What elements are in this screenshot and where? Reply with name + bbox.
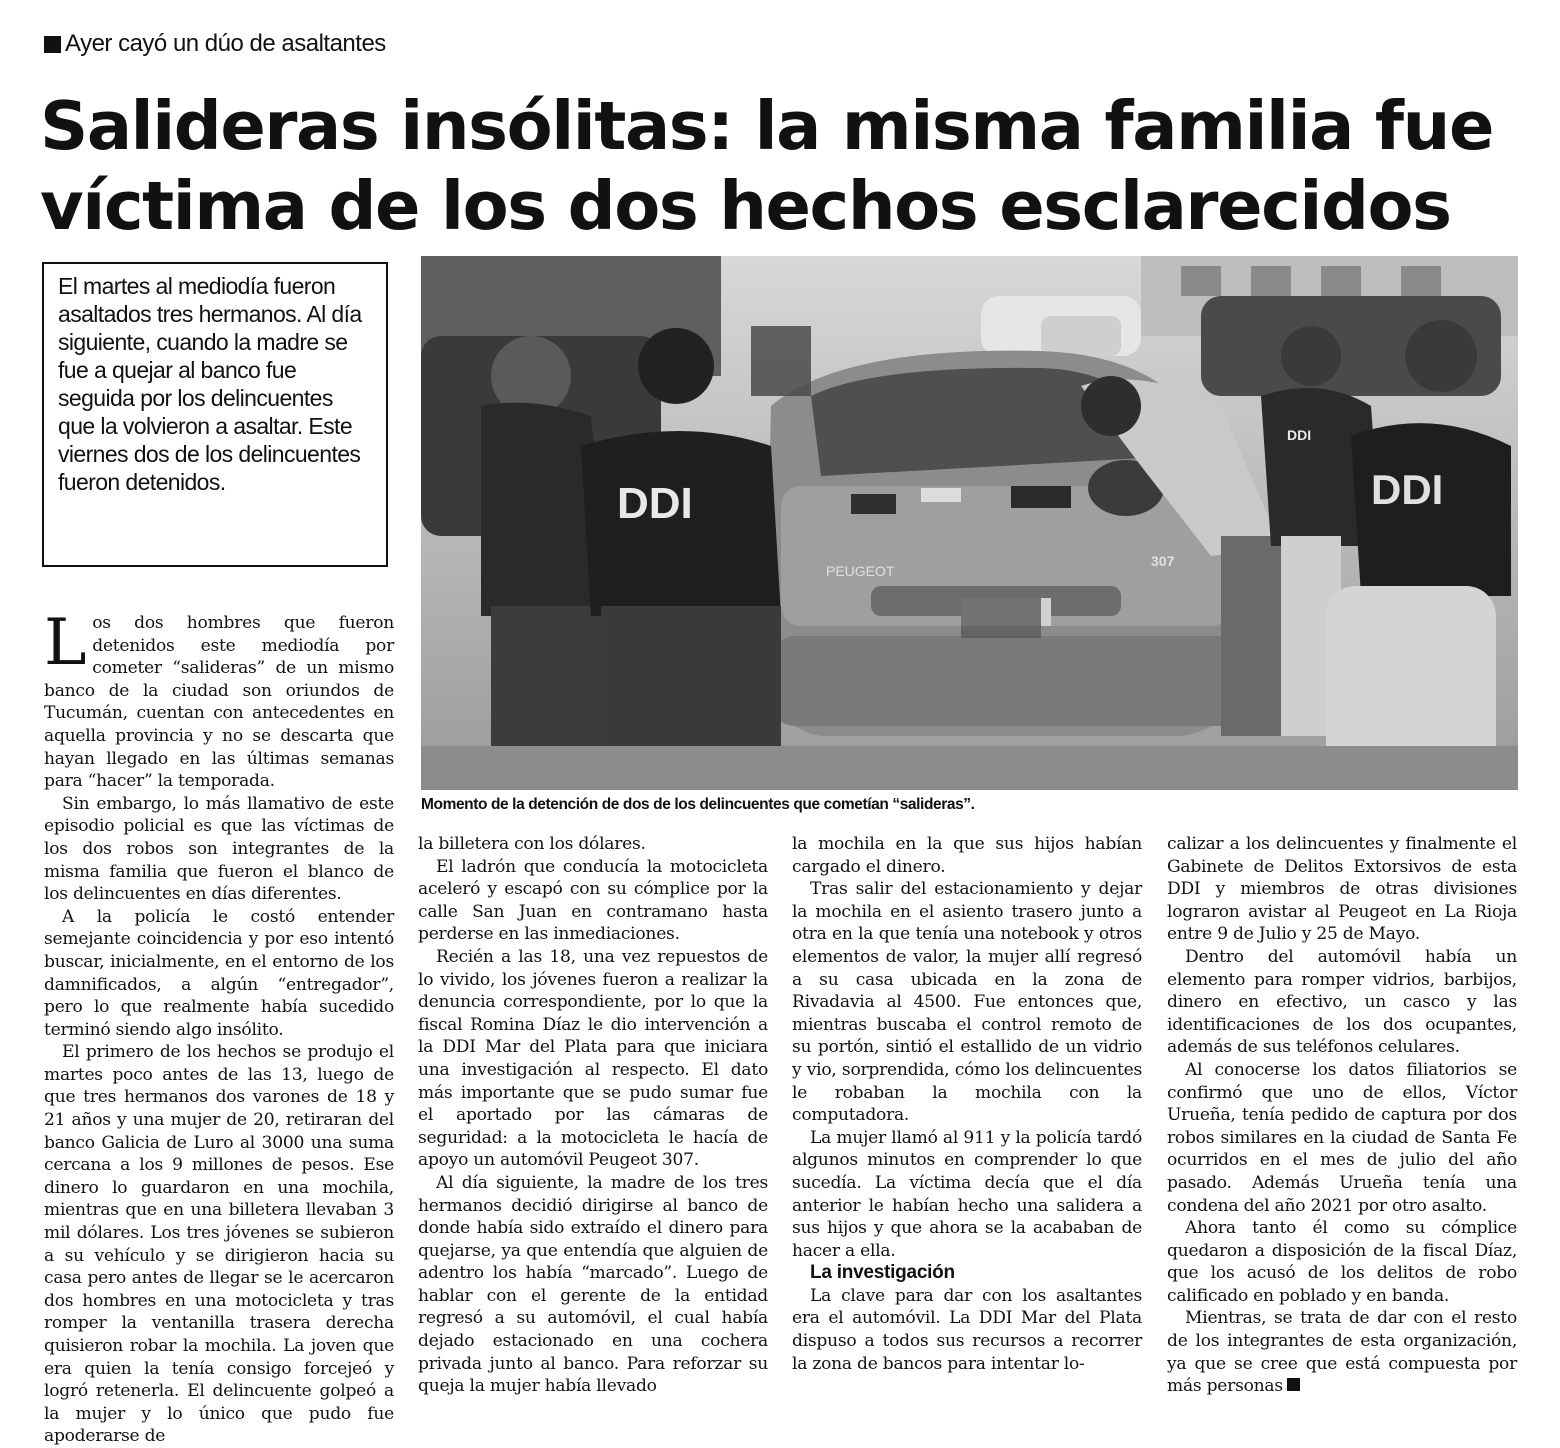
- lead-text: El martes al mediodía fueron asaltados tres hermanos. Al día siguiente, cuando la madre se fue a quejar al banco fue seguida por los delincuentes que la volvieron a asaltar. Este viernes dos de los delincuentes fueron detenidos.: [58, 273, 362, 495]
- car-badge: PEUGEOT: [826, 563, 895, 579]
- vest-text-1: DDI: [617, 479, 693, 528]
- article-column-3: [792, 833, 1142, 1375]
- lead-box: [42, 262, 388, 567]
- headline: [40, 86, 1530, 246]
- article-paragraph: Ahora tanto él como su cómplice quedaron a disposición de la fiscal Díaz, que los acusó de los delitos de robo calificado en poblado y en banda.: [1167, 1218, 1517, 1306]
- article-column-1: [44, 606, 394, 1448]
- paragraph-text: os dos hombres que fueron detenidos este mediodía por cometer “salideras” de un mismo banco de la ciudad son oriundos de Tucumán, cuentan con antecedentes en aquella provincia y no se descarta que hayan llegado en las últimas semanas para “hacer” la temporada.: [44, 613, 394, 792]
- article-paragraph: Recién a las 18, una vez repuestos de lo vivido, los jóvenes fueron a realizar la denuncia correspondiente, por lo que la fiscal Romina Díaz le dio intervención a la DDI Mar del Plata para que iniciara una investigación al respecto. El dato más importante que se pudo sumar fue el aportado por las cámaras de seguridad: a la motocicleta le hacía de apoyo un automóvil Peugeot 307.: [418, 946, 768, 1171]
- news-photo: [421, 256, 1518, 790]
- headline-line-2: víctima de los dos hechos esclarecidos: [40, 167, 1451, 245]
- end-mark-icon: [1287, 1378, 1300, 1391]
- article-paragraph: Sin embargo, lo más llamativo de este episodio policial es que las víctimas de los dos robos son integrantes de la misma familia que fueron el blanco de los delincuentes en días diferentes.: [44, 793, 394, 905]
- photo-illustration: [421, 256, 1518, 790]
- article-paragraph: calizar a los delincuentes y finalmente el Gabinete de Delitos Extorsivos de esta DDI y miembros de otras divisiones lograron avistar al Peugeot en La Rioja entre 9 de Julio y 25 de Mayo.: [1167, 834, 1517, 945]
- article-paragraph: Tras salir del estacionamiento y dejar la mochila en el asiento trasero junto a otra en la que tenía una notebook y otros elementos de valor, la mujer allí regresó a su casa ubicada en la zona de Rivadavia al 4500. Fue entonces que, mientras buscaba el control remoto de su portón, sintió el estallido de un vidrio y vio, sorprendida, cómo los delincuentes le robaban la mochila con la computadora.: [792, 879, 1142, 1126]
- vest-text-2: DDI: [1287, 427, 1312, 443]
- car-model: 307: [1151, 553, 1175, 569]
- drop-cap: L: [44, 606, 87, 680]
- paragraph-text: Mientras, se trata de dar con el resto de los integrantes de esta organización, ya que se cree que está compuesta por más personas: [1167, 1308, 1517, 1397]
- article-paragraph: Al conocerse los datos filiatorios se confirmó que uno de ellos, Víctor Urueña, tenía pedido de captura por dos robos similares en la ciudad de Santa Fe ocurridos en el mes de julio del año pasado. Además Urueña tenía una condena del año 2021 por otro asalto.: [1167, 1059, 1517, 1216]
- headline-line-1: Salideras insólitas: la misma familia fue: [40, 87, 1494, 165]
- article-paragraph: Dentro del automóvil había un elemento para romper vidrios, barbijos, dinero en efectivo, un casco y las identificaciones de los dos ocupantes, además de sus teléfonos celulares.: [1167, 946, 1517, 1058]
- kicker-text: Ayer cayó un dúo de asaltantes: [65, 30, 386, 57]
- article-paragraph: la mochila en la que sus hijos habían cargado el dinero.: [792, 834, 1142, 877]
- article-paragraph: Al día siguiente, la madre de los tres hermanos decidió dirigirse al banco de donde había sido extraído el dinero para quejarse, ya que entendía que alguien de adentro los había “marcado”. Luego de hablar con el gerente de la entidad regresó a su automóvil, el cual había dejado estacionado en una cochera privada junto al banco. Para reforzar su queja la mujer había llevado: [418, 1172, 768, 1397]
- article-paragraph: La mujer llamó al 911 y la policía tardó algunos minutos en comprender lo que sucedía. La víctima decía que el día anterior le habían hecho una salidera a sus hijos y que ahora se la acababan de hacer a ella.: [792, 1127, 1142, 1261]
- vest-text-3: DDI: [1371, 466, 1444, 513]
- article-paragraph: La clave para dar con los asaltantes era el automóvil. La DDI Mar del Plata dispuso a todos sus recursos a recorrer la zona de bancos para intentar lo-: [792, 1285, 1142, 1374]
- article-paragraph: la billetera con los dólares.: [418, 834, 646, 854]
- article-paragraph: A la policía le costó entender semejante coincidencia y por eso intentó buscar, inicialmente, en el entorno de los damnificados, a algún “entregador”, pero lo que realmente había sucedido terminó siendo algo insólito.: [44, 906, 394, 1040]
- article-paragraph: El primero de los hechos se produjo el martes poco antes de las 13, luego de que tres hermanos dos varones de 18 y 21 años y una mujer de 20, retiraran del banco Galicia de Luro al 3000 una suma cercana a los 9 millones de pesos. Ese dinero lo guardaron en una mochila, mientras que en una billetera llevaban 3 mil dólares. Los tres jóvenes se subieron a su vehículo y se dirigieron hacia su casa pero antes de llegar se le acercaron dos hombres en una motocicleta y tras romper la ventanilla trasera derecha quisieron robar la mochila. La joven que era quien la tenía consigo forcejeó y logró retenerla. El delincuente golpeó a la mujer y lo único que pudo fue apoderarse de: [44, 1042, 394, 1447]
- article-paragraph: [1167, 1307, 1517, 1397]
- article-paragraph: [44, 606, 394, 793]
- photo-caption: Momento de la detención de dos de los delincuentes que cometían “salideras”.: [421, 796, 975, 813]
- kicker-square-icon: [44, 36, 61, 53]
- section-kicker: [44, 30, 386, 58]
- section-subhead: La investigación: [810, 1262, 955, 1284]
- article-column-2: [418, 833, 768, 1398]
- article-column-4: [1167, 833, 1517, 1398]
- article-paragraph: El ladrón que conducía la motocicleta aceleró y escapó con su cómplice por la calle San Juan en contramano hasta perderse en las inmediaciones.: [418, 856, 768, 945]
